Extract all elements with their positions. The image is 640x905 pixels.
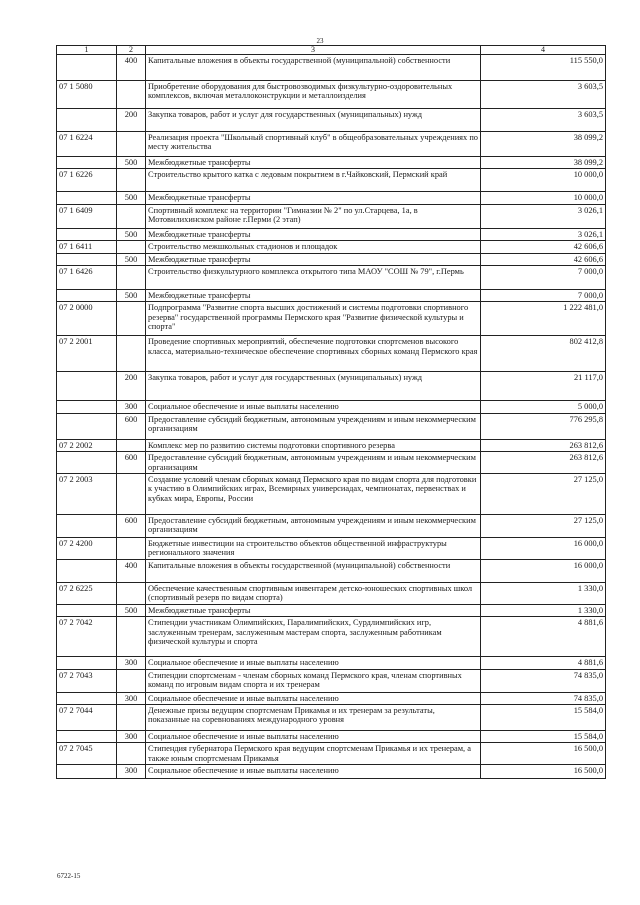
row-code bbox=[57, 515, 117, 538]
row-expense-type: 600 bbox=[117, 452, 146, 474]
row-code bbox=[57, 228, 117, 240]
row-amount: 16 500,0 bbox=[481, 743, 606, 765]
table-header-row bbox=[57, 46, 606, 55]
header-cell-vt: 2 bbox=[117, 46, 146, 55]
table-row bbox=[57, 559, 606, 582]
row-code bbox=[57, 157, 117, 169]
row-amount: 3 026,1 bbox=[481, 204, 606, 228]
row-code bbox=[57, 692, 117, 704]
row-amount: 16 000,0 bbox=[481, 538, 606, 560]
row-expense-type bbox=[117, 204, 146, 228]
row-description: Строительство межшкольных стадионов и площадок bbox=[146, 241, 481, 253]
table-row bbox=[57, 266, 606, 290]
table-row bbox=[57, 765, 606, 779]
row-code: 07 1 6224 bbox=[57, 132, 117, 157]
header-cell-name: 3 bbox=[146, 46, 481, 55]
row-description: Обеспечение качественным спортивным инвентарем детско-юношеских спортивных школ (спортивный резерв по видам спорта) bbox=[146, 582, 481, 604]
row-code bbox=[57, 253, 117, 265]
row-code: 07 2 0000 bbox=[57, 302, 117, 336]
row-expense-type: 500 bbox=[117, 290, 146, 302]
row-expense-type bbox=[117, 669, 146, 692]
row-code: 07 1 6409 bbox=[57, 204, 117, 228]
row-description: Закупка товаров, работ и услуг для государственных (муниципальных) нужд bbox=[146, 372, 481, 401]
row-description: Межбюджетные трансферты bbox=[146, 192, 481, 204]
header-cell-sum: 4 bbox=[481, 46, 606, 55]
table-row bbox=[57, 55, 606, 81]
row-description: Спортивный комплекс на территории "Гимназии № 2" по ул.Старцева, 1а, в Мотовилихинском районе г.Перми (2 этап) bbox=[146, 204, 481, 228]
row-code: 07 2 7042 bbox=[57, 617, 117, 657]
row-expense-type: 400 bbox=[117, 55, 146, 81]
row-amount: 776 295,8 bbox=[481, 413, 606, 439]
table-row bbox=[57, 290, 606, 302]
row-code: 07 1 6411 bbox=[57, 241, 117, 253]
table-row bbox=[57, 604, 606, 616]
table-row bbox=[57, 372, 606, 401]
row-code: 07 2 4200 bbox=[57, 538, 117, 560]
row-description: Закупка товаров, работ и услуг для государственных (муниципальных) нужд bbox=[146, 109, 481, 132]
row-code bbox=[57, 657, 117, 669]
row-expense-type: 300 bbox=[117, 730, 146, 742]
row-description: Подпрограмма "Развитие спорта высших достижений и системы подготовки спортивного резерва" государственной программы Пермского края "Развитие физической культуры и спорта" bbox=[146, 302, 481, 336]
row-expense-type: 500 bbox=[117, 192, 146, 204]
row-code bbox=[57, 730, 117, 742]
row-amount: 15 584,0 bbox=[481, 704, 606, 730]
row-code bbox=[57, 109, 117, 132]
row-description: Межбюджетные трансферты bbox=[146, 228, 481, 240]
row-code bbox=[57, 559, 117, 582]
row-expense-type: 200 bbox=[117, 372, 146, 401]
table-row bbox=[57, 704, 606, 730]
row-expense-type: 600 bbox=[117, 515, 146, 538]
row-amount: 1 330,0 bbox=[481, 582, 606, 604]
row-code bbox=[57, 55, 117, 81]
row-amount: 3 603,5 bbox=[481, 109, 606, 132]
row-amount: 16 500,0 bbox=[481, 765, 606, 779]
table-row bbox=[57, 192, 606, 204]
table-row bbox=[57, 692, 606, 704]
row-expense-type: 500 bbox=[117, 228, 146, 240]
row-expense-type bbox=[117, 582, 146, 604]
row-description: Предоставление субсидий бюджетным, автономным учреждениям и иным некоммерческим организациям bbox=[146, 515, 481, 538]
table-row bbox=[57, 302, 606, 336]
row-code bbox=[57, 290, 117, 302]
row-code: 07 2 6225 bbox=[57, 582, 117, 604]
row-description: Денежные призы ведущим спортсменам Прикамья и их тренерам за результаты, показанные на соревнованиях международного уровня bbox=[146, 704, 481, 730]
row-expense-type: 300 bbox=[117, 765, 146, 779]
row-description: Строительство крытого катка с ледовым покрытием в г.Чайковский, Пермский край bbox=[146, 169, 481, 192]
row-description: Строительство физкультурного комплекса открытого типа МАОУ "СОШ № 79", г.Пермь bbox=[146, 266, 481, 290]
row-amount: 3 026,1 bbox=[481, 228, 606, 240]
row-code: 07 1 6226 bbox=[57, 169, 117, 192]
row-amount: 263 812,6 bbox=[481, 439, 606, 451]
row-amount: 27 125,0 bbox=[481, 515, 606, 538]
row-amount: 10 000,0 bbox=[481, 192, 606, 204]
row-code: 07 2 2001 bbox=[57, 336, 117, 372]
table-row bbox=[57, 474, 606, 515]
row-code: 07 2 2002 bbox=[57, 439, 117, 451]
row-expense-type bbox=[117, 132, 146, 157]
row-expense-type bbox=[117, 336, 146, 372]
table-row bbox=[57, 582, 606, 604]
row-description: Реализация проекта "Школьный спортивный клуб" в общеобразовательных учреждениях по месту жительства bbox=[146, 132, 481, 157]
row-expense-type: 300 bbox=[117, 657, 146, 669]
table-row bbox=[57, 228, 606, 240]
row-amount: 802 412,8 bbox=[481, 336, 606, 372]
row-amount: 27 125,0 bbox=[481, 474, 606, 515]
row-code: 07 2 7043 bbox=[57, 669, 117, 692]
table-row bbox=[57, 109, 606, 132]
row-expense-type bbox=[117, 81, 146, 109]
row-amount: 5 000,0 bbox=[481, 401, 606, 413]
table-row bbox=[57, 538, 606, 560]
table-row bbox=[57, 730, 606, 742]
row-description: Межбюджетные трансферты bbox=[146, 604, 481, 616]
row-amount: 21 117,0 bbox=[481, 372, 606, 401]
row-amount: 16 000,0 bbox=[481, 559, 606, 582]
table-row bbox=[57, 132, 606, 157]
row-expense-type bbox=[117, 266, 146, 290]
row-expense-type bbox=[117, 704, 146, 730]
row-description: Стипендии участникам Олимпийских, Паралимпийских, Сурдлимпийских игр, заслуженным тренерам, заслуженным мастерам спорта, заслуженным работникам физической культуры и спорта bbox=[146, 617, 481, 657]
row-amount: 1 330,0 bbox=[481, 604, 606, 616]
table-row bbox=[57, 204, 606, 228]
table-row bbox=[57, 413, 606, 439]
row-amount: 38 099,2 bbox=[481, 157, 606, 169]
row-expense-type bbox=[117, 538, 146, 560]
table-row bbox=[57, 439, 606, 451]
row-expense-type: 300 bbox=[117, 692, 146, 704]
row-description: Социальное обеспечение и иные выплаты населению bbox=[146, 765, 481, 779]
document-code: 6722-15 bbox=[57, 872, 81, 880]
row-code bbox=[57, 413, 117, 439]
row-expense-type bbox=[117, 169, 146, 192]
row-description: Комплекс мер по развитию системы подготовки спортивного резерва bbox=[146, 439, 481, 451]
row-description: Бюджетные инвестиции на строительство объектов общественной инфраструктуры регионального значения bbox=[146, 538, 481, 560]
row-description: Межбюджетные трансферты bbox=[146, 290, 481, 302]
table-row bbox=[57, 253, 606, 265]
row-amount: 4 881,6 bbox=[481, 657, 606, 669]
row-code bbox=[57, 452, 117, 474]
row-expense-type: 500 bbox=[117, 253, 146, 265]
table-row bbox=[57, 401, 606, 413]
row-amount: 4 881,6 bbox=[481, 617, 606, 657]
row-description: Стипендия губернатора Пермского края ведущим спортсменам Прикамья и их тренерам, а также юным спортсменам Прикамья bbox=[146, 743, 481, 765]
row-expense-type bbox=[117, 617, 146, 657]
row-amount: 74 835,0 bbox=[481, 669, 606, 692]
table-row bbox=[57, 669, 606, 692]
row-code bbox=[57, 765, 117, 779]
row-description: Стипендии спортсменам - членам сборных команд Пермского края, членам спортивных команд по игровым видам спорта и их тренерам bbox=[146, 669, 481, 692]
row-amount: 38 099,2 bbox=[481, 132, 606, 157]
row-expense-type bbox=[117, 241, 146, 253]
row-amount: 7 000,0 bbox=[481, 290, 606, 302]
row-expense-type bbox=[117, 439, 146, 451]
row-code bbox=[57, 372, 117, 401]
row-code: 07 1 6426 bbox=[57, 266, 117, 290]
row-code bbox=[57, 401, 117, 413]
row-description: Капитальные вложения в объекты государственной (муниципальной) собственности bbox=[146, 55, 481, 81]
row-amount: 10 000,0 bbox=[481, 169, 606, 192]
row-description: Межбюджетные трансферты bbox=[146, 157, 481, 169]
row-code bbox=[57, 604, 117, 616]
row-expense-type bbox=[117, 302, 146, 336]
row-amount: 115 550,0 bbox=[481, 55, 606, 81]
row-code: 07 2 7044 bbox=[57, 704, 117, 730]
row-expense-type bbox=[117, 743, 146, 765]
header-cell-code: 1 bbox=[57, 46, 117, 55]
row-code bbox=[57, 192, 117, 204]
row-description: Предоставление субсидий бюджетным, автономным учреждениям и иным некоммерческим организациям bbox=[146, 413, 481, 439]
row-expense-type: 200 bbox=[117, 109, 146, 132]
row-amount: 15 584,0 bbox=[481, 730, 606, 742]
row-amount: 1 222 481,0 bbox=[481, 302, 606, 336]
row-description: Социальное обеспечение и иные выплаты населению bbox=[146, 692, 481, 704]
row-amount: 42 606,6 bbox=[481, 241, 606, 253]
row-description: Предоставление субсидий бюджетным, автономным учреждениям и иным некоммерческим организациям bbox=[146, 452, 481, 474]
row-code: 07 1 5080 bbox=[57, 81, 117, 109]
row-description: Создание условий членам сборных команд Пермского края по видам спорта для подготовки к участию в Олимпийских играх, Всемирных универсиадах, чемпионатах, первенствах и кубках мира, Европы, России bbox=[146, 474, 481, 515]
row-expense-type: 600 bbox=[117, 413, 146, 439]
row-description: Социальное обеспечение и иные выплаты населению bbox=[146, 401, 481, 413]
row-description: Проведение спортивных мероприятий, обеспечение подготовки спортсменов высокого класса, материально-техническое обеспечение спортивных сборных команд Пермского края bbox=[146, 336, 481, 372]
row-amount: 263 812,6 bbox=[481, 452, 606, 474]
table-row bbox=[57, 157, 606, 169]
row-description: Социальное обеспечение и иные выплаты населению bbox=[146, 657, 481, 669]
table-row bbox=[57, 169, 606, 192]
row-amount: 7 000,0 bbox=[481, 266, 606, 290]
page-number: 23 bbox=[316, 37, 324, 45]
row-amount: 3 603,5 bbox=[481, 81, 606, 109]
row-description: Капитальные вложения в объекты государственной (муниципальной) собственности bbox=[146, 559, 481, 582]
row-expense-type: 500 bbox=[117, 604, 146, 616]
table-row bbox=[57, 81, 606, 109]
table-row bbox=[57, 743, 606, 765]
table-row bbox=[57, 617, 606, 657]
row-description: Приобретение оборудования для быстровозводимых физкультурно-оздоровительных комплексов, включая металлоконструкции и металлоизделия bbox=[146, 81, 481, 109]
table-row bbox=[57, 515, 606, 538]
row-amount: 74 835,0 bbox=[481, 692, 606, 704]
row-amount: 42 606,6 bbox=[481, 253, 606, 265]
row-expense-type: 500 bbox=[117, 157, 146, 169]
row-description: Социальное обеспечение и иные выплаты населению bbox=[146, 730, 481, 742]
row-expense-type bbox=[117, 474, 146, 515]
table-row bbox=[57, 452, 606, 474]
row-description: Межбюджетные трансферты bbox=[146, 253, 481, 265]
row-expense-type: 300 bbox=[117, 401, 146, 413]
table-row bbox=[57, 336, 606, 372]
table-row bbox=[57, 657, 606, 669]
budget-table bbox=[56, 45, 606, 779]
row-code: 07 2 7045 bbox=[57, 743, 117, 765]
table-row bbox=[57, 241, 606, 253]
row-code: 07 2 2003 bbox=[57, 474, 117, 515]
row-expense-type: 400 bbox=[117, 559, 146, 582]
